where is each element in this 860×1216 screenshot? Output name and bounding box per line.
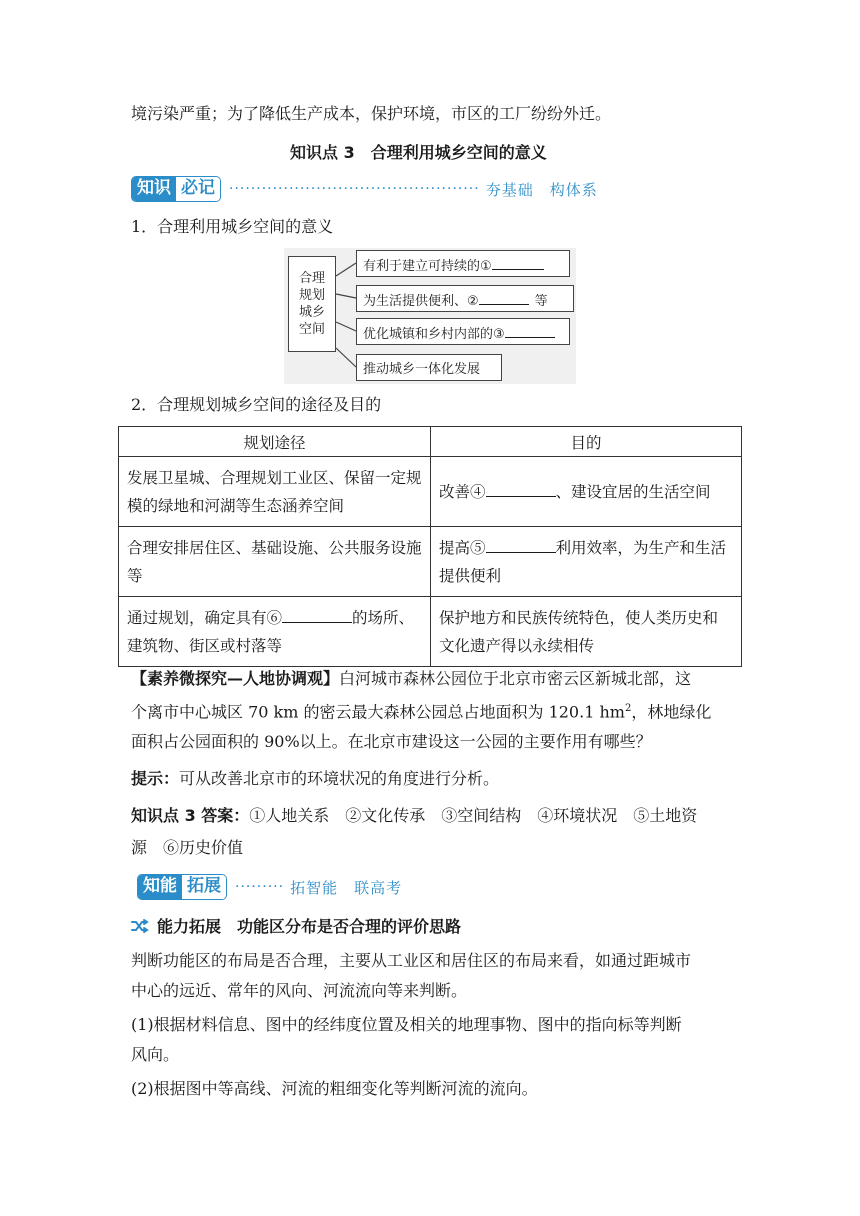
item2-heading: 2．合理规划城乡空间的途径及目的 [131, 395, 382, 414]
section-title: 知识点 3 合理利用城乡空间的意义 [290, 143, 547, 162]
intro-line: 境污染严重；为了降低生产成本，保护环境，市区的工厂纷纷外迁。 [131, 104, 612, 123]
knowledge-banner [131, 176, 598, 202]
explore-label: 【素养微探究—人地协调观】 [131, 669, 340, 688]
extension-banner [137, 874, 402, 900]
table-header-goal: 目的 [431, 427, 742, 457]
answers [131, 800, 697, 864]
table-cell-way [119, 597, 431, 667]
banner-motto: 夯基础 构体系 [485, 180, 598, 199]
explore-text-2b: ，林地绿化 [631, 702, 712, 722]
diagram-branch-2-suffix: 等 [534, 294, 548, 309]
diagram-branch-3-label: 优化城镇和乡村内部的③ [363, 327, 505, 342]
diagram-branch-1 [356, 250, 570, 277]
diagram-branch-2-label: 为生活提供便利、② [363, 294, 479, 309]
hint [131, 766, 499, 789]
hint-text: 可从改善北京市的环境状况的角度进行分析。 [179, 769, 500, 788]
table-cell-way: 发展卫星城、合理规划工业区、保留一定规模的绿地和河湖等生态涵养空间 [119, 457, 431, 527]
table-row [119, 457, 742, 527]
ability-body [131, 946, 691, 1104]
concept-diagram [284, 248, 576, 384]
banner-dots: ········· [235, 879, 285, 895]
banner-tag [137, 874, 227, 900]
explore-text-3: 面积占公园面积的 90%以上。在北京市建设这一公园的主要作用有哪些？ [131, 732, 652, 752]
diagram-branch-1-label: 有利于建立可持续的① [363, 259, 492, 274]
table-row [119, 527, 742, 597]
ability-title-row [131, 914, 461, 937]
table-cell-goal [431, 527, 742, 597]
plan-table [118, 426, 742, 667]
diagram-branch-4-label: 推动城乡一体化发展 [363, 362, 481, 377]
ability-p1a: 判断功能区的布局是否合理，主要从工业区和居住区的布局来看，如通过距城市 [131, 951, 692, 970]
table-cell-goal: 保护地方和民族传统特色，使人类历史和文化遗产得以永续相传 [431, 597, 742, 667]
goal-suffix: 、建设宜居的生活空间 [555, 482, 711, 501]
hint-label: 提示： [131, 769, 180, 788]
way-prefix: 通过规划，确定具有⑥ [127, 608, 283, 627]
explore-paragraph [131, 664, 711, 757]
ability-p2b: 风向。 [131, 1045, 180, 1064]
banner-motto: 拓智能 联高考 [290, 878, 403, 897]
way-suffix: 的场所、建筑物、街区或村落等 [127, 608, 415, 655]
banner-tag [131, 176, 221, 202]
banner-tag-b: 必记 [176, 177, 220, 201]
diagram-branch-2 [356, 285, 574, 312]
diagram-branch-4 [356, 354, 502, 381]
table-header-row [119, 427, 742, 457]
item1-heading: 1．合理利用城乡空间的意义 [131, 217, 334, 236]
ability-p1b: 中心的远近、常年的风向、河流流向等来判断。 [131, 981, 468, 1000]
explore-text-2: 个离市中心城区 70 km 的密云最大森林公园总占地面积为 120.1 hm [131, 702, 625, 722]
explore-text-1: 白河城市森林公园位于北京市密云区新城北部，这 [339, 669, 692, 688]
table-cell-way: 合理安排居住区、基础设施、公共服务设施等 [119, 527, 431, 597]
answers-label: 知识点 3 答案： [131, 806, 250, 825]
ability-p2a: (1)根据材料信息、图中的经纬度位置及相关的地理事物、图中的指向标等判断 [131, 1015, 682, 1034]
diagram-branch-3 [356, 318, 570, 345]
banner-dots: ·············································· [229, 181, 480, 197]
goal-prefix: 改善④ [439, 482, 486, 501]
answers-line-2: 源 ⑥历史价值 [131, 838, 244, 857]
diagram-root: 合理 规划 城乡 空间 [288, 256, 336, 352]
table-cell-goal [431, 457, 742, 527]
ability-title: 能力拓展 功能区分布是否合理的评价思路 [157, 917, 462, 936]
goal-prefix: 提高⑤ [439, 538, 486, 557]
table-row [119, 597, 742, 667]
goal-suffix: 利用效率，为生产和生活提供便利 [439, 538, 727, 585]
shuffle-icon [131, 918, 149, 934]
banner-tag-a: 知识 [132, 177, 176, 201]
banner-tag-a: 知能 [138, 875, 182, 899]
ability-p3: (2)根据图中等高线、河流的粗细变化等判断河流的流向。 [131, 1079, 538, 1098]
answers-line-1: ①人地关系 ②文化传承 ③空间结构 ④环境状况 ⑤土地资 [249, 806, 698, 825]
explore-sup: 2 [624, 703, 632, 714]
table-header-way: 规划途径 [119, 427, 431, 457]
banner-tag-b: 拓展 [182, 875, 226, 899]
